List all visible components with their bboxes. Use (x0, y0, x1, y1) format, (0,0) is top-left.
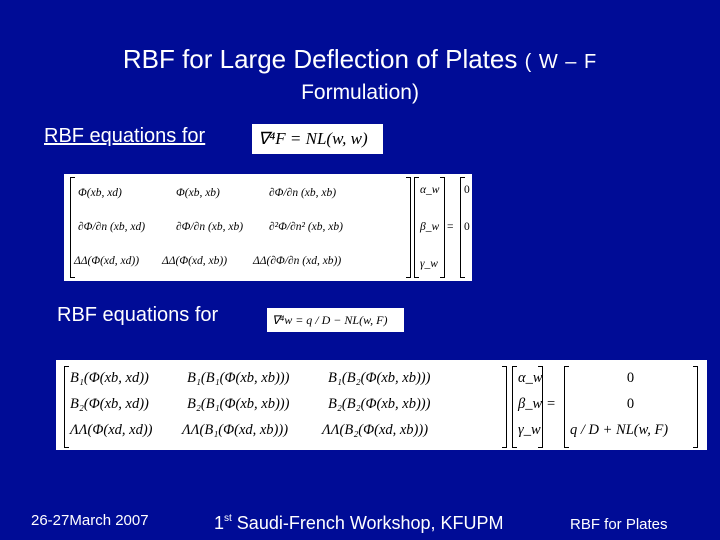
matrix-equation-w (56, 360, 707, 450)
matrix2-unknown: α_w (518, 370, 543, 386)
matrix1-cell: ΔΔ(Φ(xd, xd)) (74, 255, 140, 267)
equation-f: ∇⁴F = NL(w, w) (252, 124, 383, 154)
matrix1-cell: ∂Φ/∂n (xb, xb) (269, 187, 337, 199)
matrix1-vec-bracket-right (440, 177, 445, 278)
matrix2-cell: B₂(B₁(Φ(xb, xb))) (187, 396, 290, 412)
matrix2-cell: B₁(Φ(xb, xd)) (70, 370, 149, 386)
footer-date: 26-27March 2007 (31, 512, 149, 529)
matrix2-rhs: 0 (626, 396, 635, 412)
matrix2-cell: B₁(B₂(Φ(xb, xb))) (328, 370, 431, 386)
matrix1-rhs: 0 (464, 184, 470, 196)
slide-title (0, 44, 720, 77)
matrix1-cell: Φ(xb, xb) (176, 187, 220, 199)
footer-workshop-name: Saudi-French Workshop, KFUPM (231, 513, 504, 533)
matrix1-unknown: β_w (420, 221, 440, 233)
footer-workshop (214, 510, 504, 532)
footer-workshop-suffix: st (224, 513, 232, 524)
matrix1-rhs: 0 (464, 221, 470, 233)
matrix2-cell: ΛΛ(B₁(Φ(xd, xb))) (182, 422, 289, 438)
matrix1-equals: = (447, 221, 454, 233)
slide-title-main: RBF for Large Deflection of Plates (122, 44, 518, 74)
label-f-equation: RBF equations for (44, 125, 206, 147)
matrix1-unknown: α_w (420, 184, 440, 196)
matrix2-equals: = (547, 396, 556, 412)
matrix1-vec-bracket-left (414, 177, 419, 278)
matrix2-unknown: γ_w (518, 422, 541, 438)
matrix1-unknown: γ_w (420, 258, 438, 270)
footer-workshop-ordinal: 1 (214, 513, 225, 533)
footer-slide-label: RBF for Plates (570, 516, 668, 533)
matrix2-cell: ΛΛ(B₂(Φ(xd, xb))) (322, 422, 429, 438)
equation-w: ∇⁴w = q / D − NL(w, F) (267, 308, 404, 332)
matrix1-cell: Φ(xb, xd) (78, 187, 122, 199)
matrix1-cell: ΔΔ(Φ(xd, xb)) (162, 255, 228, 267)
matrix2-cell: ΛΛ(Φ(xd, xd)) (70, 422, 153, 438)
matrix2-cell: B₂(Φ(xb, xd)) (70, 396, 149, 412)
matrix2-cell: B₁(B₁(Φ(xb, xb))) (187, 370, 290, 386)
matrix1-cell: ∂Φ/∂n (xb, xb) (176, 221, 244, 233)
label-w-equation: RBF equations for (57, 304, 219, 326)
matrix1-cell: ∂Φ/∂n (xb, xd) (78, 221, 146, 233)
matrix2-cell: B₂(B₂(Φ(xb, xb))) (328, 396, 431, 412)
matrix1-cell: ΔΔ(∂Φ/∂n (xd, xb)) (253, 255, 342, 267)
matrix2-bracket-right (502, 366, 507, 448)
slide-title-line2: Formulation) (301, 81, 419, 104)
slide-title-paren: ( W – F (524, 51, 598, 73)
matrix2-vec-bracket-left (512, 366, 517, 448)
matrix2-rhs: 0 (626, 370, 635, 386)
matrix2-bracket-left (64, 366, 69, 448)
matrix1-cell: ∂²Φ/∂n² (xb, xb) (269, 221, 343, 233)
matrix-equation-f (64, 174, 472, 281)
matrix2-unknown: β_w (518, 396, 543, 412)
matrix2-rhs: q / D + NL(w, F) (570, 422, 669, 438)
matrix1-bracket-right (406, 177, 411, 278)
